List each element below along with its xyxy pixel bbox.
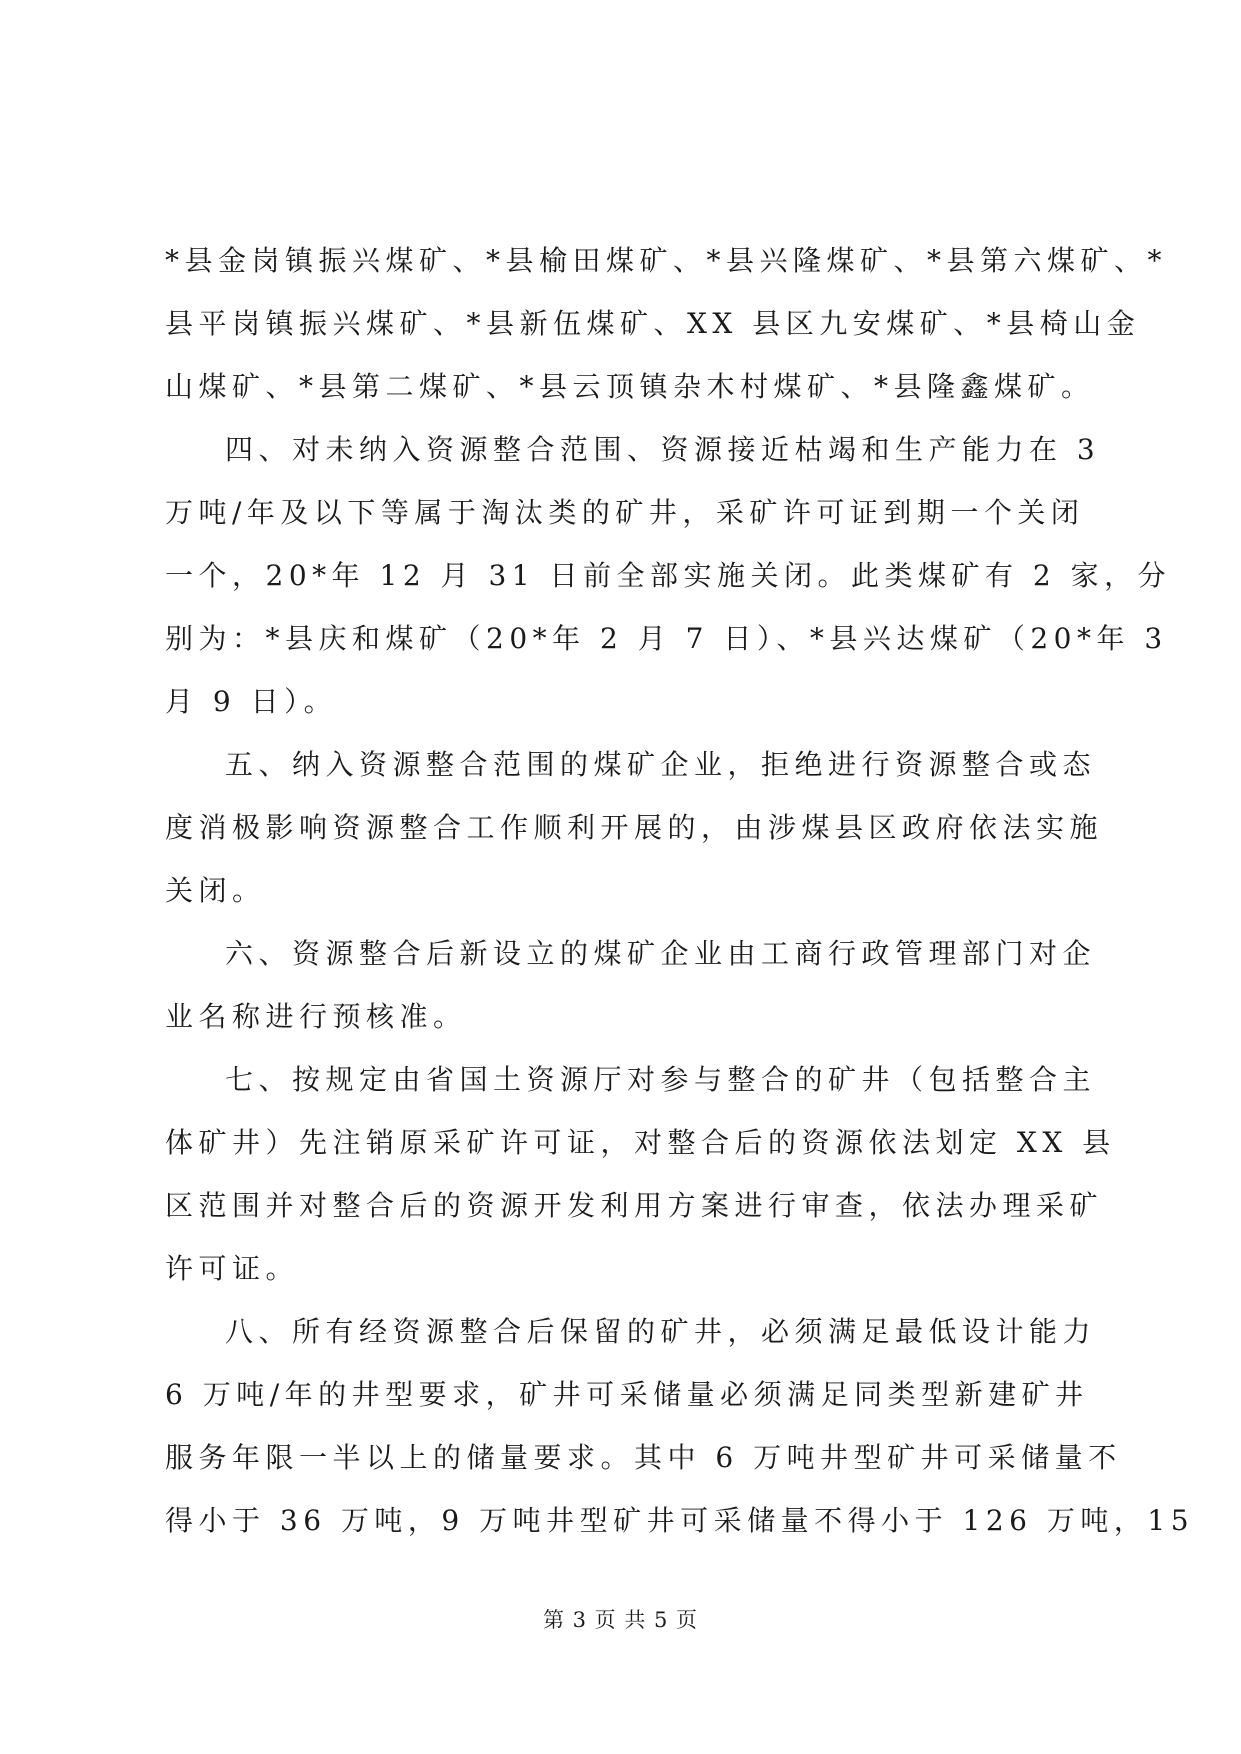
text-line: 区范围并对整合后的资源开发利用方案进行审查，依法办理采矿 — [165, 1189, 1104, 1222]
text-line: 许可证。 — [165, 1252, 300, 1285]
paragraph-5-start: 五、纳入资源整合范围的煤矿企业，拒绝进行资源整合或态 — [225, 748, 1097, 781]
text-line: 关闭。 — [165, 874, 266, 907]
paragraph-8-start: 八、所有经资源整合后保留的矿井，必须满足最低设计能力 — [225, 1315, 1097, 1348]
text-line: 山煤矿、*县第二煤矿、*县云顶镇杂木村煤矿、*县隆鑫煤矿。 — [165, 370, 1095, 403]
text-line: 月 9 日）。 — [165, 685, 338, 718]
text-line: 业名称进行预核准。 — [165, 1000, 467, 1033]
text-line: 体矿井）先注销原采矿许可证，对整合后的资源依法划定 XX 县 — [165, 1126, 1116, 1159]
text-line: 万吨/年及以下等属于淘汰类的矿井，采矿许可证到期一个关闭 — [165, 496, 1085, 529]
text-line: *县金岗镇振兴煤矿、*县榆田煤矿、*县兴隆煤矿、*县第六煤矿、* — [165, 244, 1168, 277]
page-number: 第 3 页 共 5 页 — [542, 1608, 699, 1632]
text-line: 得小于 36 万吨，9 万吨井型矿井可采储量不得小于 126 万吨，15 — [165, 1504, 1195, 1537]
text-line: 县平岗镇振兴煤矿、*县新伍煤矿、XX 县区九安煤矿、*县椅山金 — [165, 307, 1141, 340]
text-line: 一个，20*年 12 月 31 日前全部实施关闭。此类煤矿有 2 家，分 — [165, 559, 1172, 592]
text-line: 6 万吨/年的井型要求，矿井可采储量必须满足同类型新建矿井 — [165, 1378, 1089, 1411]
text-line: 服务年限一半以上的储量要求。其中 6 万吨井型矿井可采储量不 — [165, 1441, 1122, 1474]
document-body — [165, 229, 1195, 1552]
paragraph-6-start: 六、资源整合后新设立的煤矿企业由工商行政管理部门对企 — [225, 937, 1097, 970]
paragraph-4-start: 四、对未纳入资源整合范围、资源接近枯竭和生产能力在 3 — [225, 433, 1101, 466]
text-line: 度消极影响资源整合工作顺利开展的，由涉煤县区政府依法实施 — [165, 811, 1104, 844]
text-line: 别为：*县庆和煤矿（20*年 2 月 7 日）、*县兴达煤矿（20*年 3 — [165, 622, 1168, 655]
paragraph-7-start: 七、按规定由省国土资源厅对参与整合的矿井（包括整合主 — [225, 1063, 1097, 1096]
